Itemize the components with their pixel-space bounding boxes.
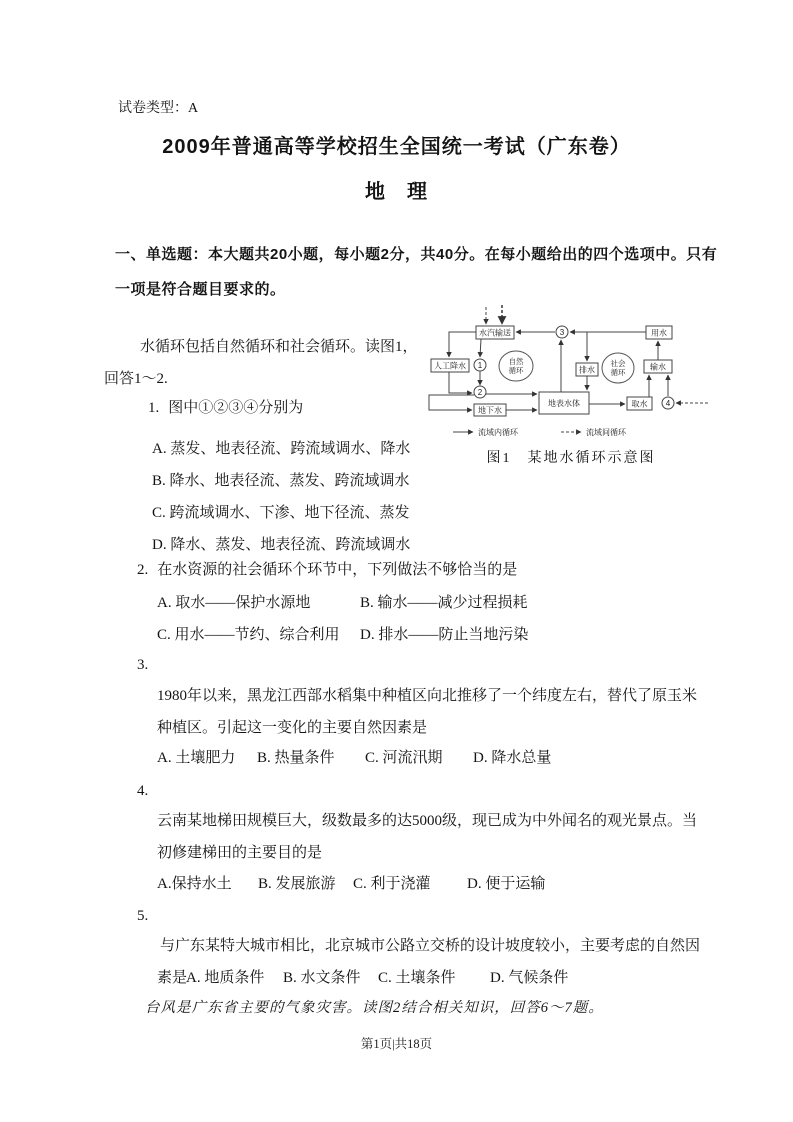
question-1-option-c: C. 跨流域调水、下渗、地下径流、蒸发 <box>152 505 410 521</box>
natural-cycle-label-2: 循环 <box>508 366 524 375</box>
question-1-option-a: A. 蒸发、地表径流、跨流域调水、降水 <box>152 441 411 457</box>
question-5-option-b: B. 水文条件 <box>283 970 361 986</box>
convey-label: 输水 <box>650 362 666 372</box>
exam-title: 2009年普通高等学校招生全国统一考试（广东卷） <box>162 136 631 158</box>
question-1-option-b: B. 降水、地表径流、蒸发、跨流域调水 <box>152 473 410 489</box>
question-5-stem-line1: 与广东某特大城市相比，北京城市公路立交桥的设计坡度较小，主要考虑的自然因 <box>160 938 701 954</box>
circle-3-digit: 3 <box>559 328 565 337</box>
question-2-number: 2. <box>137 562 149 578</box>
question-1-stem: 图中①②③④分别为 <box>168 400 304 416</box>
question-3-option-d: D. 降水总量 <box>473 750 552 766</box>
subject-title: 地 理 <box>365 181 428 203</box>
question-4-option-b: B. 发展旅游 <box>258 876 336 892</box>
question-5-option-a: A. 地质条件 <box>186 970 265 986</box>
question-3-stem-line2: 种植区。引起这一变化的主要自然因素是 <box>157 720 428 736</box>
circle-1-digit: 1 <box>477 361 483 370</box>
question-1-number: 1. <box>148 400 160 416</box>
question-5-number: 5. <box>137 908 149 924</box>
question-1-option-d: D. 降水、蒸发、地表径流、跨流域调水 <box>152 537 411 553</box>
question-2-stem-line <box>137 561 517 580</box>
groundwater-label: 地下水 <box>478 406 502 415</box>
intro-line1: 水循环包括自然循环和社会循环。读图1， <box>140 339 418 355</box>
vapor-label: 水汽输送 <box>479 328 511 338</box>
artificial-rain-label: 人工降水 <box>434 361 466 371</box>
figure-caption: 图1 某地水循环示意图 <box>486 451 656 466</box>
question-4-option-a: A.保持水土 <box>157 876 232 892</box>
question-5-option-d: D. 气候条件 <box>490 970 569 986</box>
question-3-option-a: A. 土壤肥力 <box>157 750 236 766</box>
question-4-option-d: D. 便于运输 <box>467 876 546 892</box>
question-2-option-a: A. 取水——保护水源地 <box>157 595 311 611</box>
question-3-number: 3. <box>137 657 149 673</box>
circle-2-digit: 2 <box>477 388 483 397</box>
intro-line2: 回答1～2. <box>104 371 168 387</box>
legend-dashed-label: 流域间循环 <box>586 428 626 437</box>
circle-4-digit: 4 <box>665 399 671 408</box>
tail-note: 台风是广东省主要的气象灾害。读图2结合相关知识，回答6～7题。 <box>145 1000 604 1016</box>
question-5-option-c: C. 土壤条件 <box>378 970 456 986</box>
figure-water-cycle-diagram <box>421 304 723 467</box>
question-4-stem-line1: 云南某地梯田规模巨大，级数最多的达5000级，现已成为中外闻名的观光景点。当 <box>157 813 698 829</box>
node-labels <box>434 328 671 416</box>
question-2-option-d: D. 排水——防止当地污染 <box>360 627 529 643</box>
page-footer: 第1页|共18页 <box>360 1037 433 1051</box>
water-cycle-schematic <box>421 304 721 444</box>
question-3-option-b: B. 热量条件 <box>257 750 335 766</box>
question-3-option-c: C. 河流汛期 <box>365 750 443 766</box>
question-4-number: 4. <box>137 783 149 799</box>
question-4-stem-line2: 初修建梯田的主要目的是 <box>157 845 323 861</box>
question-3-stem-line1: 1980年以来，黑龙江西部水稻集中种植区向北推移了一个纬度左右，替代了原玉米 <box>157 688 698 704</box>
question-5-stem-line2-prefix: 素是 <box>157 970 188 986</box>
drain-label: 排水 <box>579 365 595 375</box>
water-use-label: 用水 <box>651 328 667 338</box>
social-cycle-label-2: 循环 <box>610 368 626 377</box>
natural-cycle-label-1: 自然 <box>508 357 524 366</box>
question-1-stem-line <box>148 399 303 418</box>
legend-solid-label: 流域内循环 <box>478 428 518 437</box>
section-header-line1: 一、单选题：本大题共20小题，每小题2分，共40分。在每小题给出的四个选项中。只有 <box>115 246 718 263</box>
paper-type-label: 试卷类型：A <box>118 101 199 116</box>
section-header-line2: 一项是符合题目要求的。 <box>115 281 286 298</box>
intake-label: 取水 <box>631 399 648 409</box>
question-2-option-b: B. 输水——减少过程损耗 <box>360 595 528 611</box>
question-2-stem: 在水资源的社会循环个环节中，下列做法不够恰当的是 <box>157 562 518 578</box>
question-2-option-c: C. 用水——节约、综合利用 <box>157 627 340 643</box>
figure-legend <box>453 427 627 437</box>
surface-water-label: 地表水体 <box>548 399 580 408</box>
social-cycle-label-1: 社会 <box>610 359 626 368</box>
question-4-option-c: C. 利于浇灌 <box>353 876 431 892</box>
